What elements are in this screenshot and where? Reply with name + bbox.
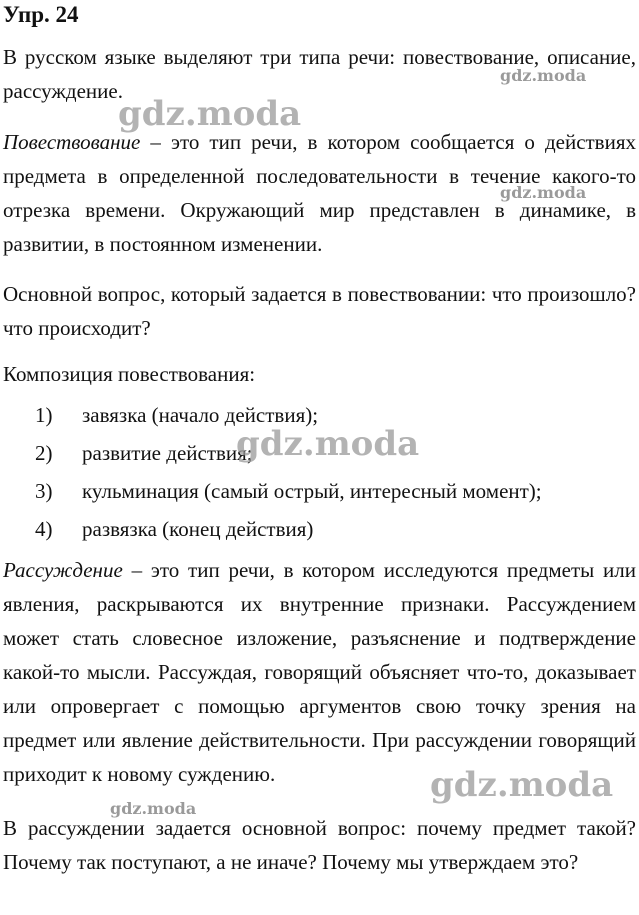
- list-item-text: кульминация (самый острый, интересный момент);: [82, 479, 542, 503]
- reasoning-question-paragraph: В рассуждении задается основной вопрос: почему предмет такой? Почему так поступают, а не иначе? Почему мы утверждаем это?: [3, 816, 636, 874]
- intro-paragraph: В русском языке выделяют три типа речи: повествование, описание, рассуждение.: [3, 45, 636, 103]
- list-item-text: завязка (начало действия);: [82, 403, 319, 427]
- list-item-text: развязка (конец действия): [82, 517, 314, 541]
- watermark: gdz.moda: [500, 183, 587, 202]
- watermark: gdz.moda: [110, 799, 197, 818]
- watermark: gdz.moda: [430, 765, 614, 805]
- exercise-title: Упр. 24: [3, 2, 79, 27]
- list-item-number: 2): [35, 441, 53, 465]
- list-item-number: 4): [35, 517, 53, 541]
- narration-paragraph: [3, 125, 636, 261]
- watermark: gdz.moda: [118, 94, 302, 134]
- list-item-text: развитие действия;: [82, 441, 253, 465]
- narration-definition: – это тип речи, в котором сообщается о действиях предмета в определенной последовательности в течение какого-то отрезка времени. Окружающий мир представлен в динамике, в развитии, в постоянном изменении.: [3, 130, 636, 256]
- narration-term: Повествование: [3, 130, 141, 154]
- composition-heading: Композиция повествования:: [3, 362, 256, 386]
- reasoning-definition: – это тип речи, в котором исследуются предметы или явления, раскрываются их внутренние признаки. Рассуждением может стать словесное изложение, разъяснение и подтверждение какой-то мысли. Рассуждая, говорящий объясняет что-то, доказывает или опровергает с помощью аргументов свою точку зрения на предмет или явление действительности. При рассуждении говорящий приходит к новому суждению.: [3, 558, 636, 786]
- main-question-paragraph: Основной вопрос, который задается в повествовании: что произошло? что происходит?: [3, 282, 636, 340]
- reasoning-term: Рассуждение: [3, 558, 123, 582]
- watermark: gdz.moda: [500, 66, 587, 85]
- list-item-number: 3): [35, 479, 53, 503]
- reasoning-paragraph: [3, 553, 636, 791]
- list-item-number: 1): [35, 403, 53, 427]
- watermark: gdz.moda: [236, 424, 420, 464]
